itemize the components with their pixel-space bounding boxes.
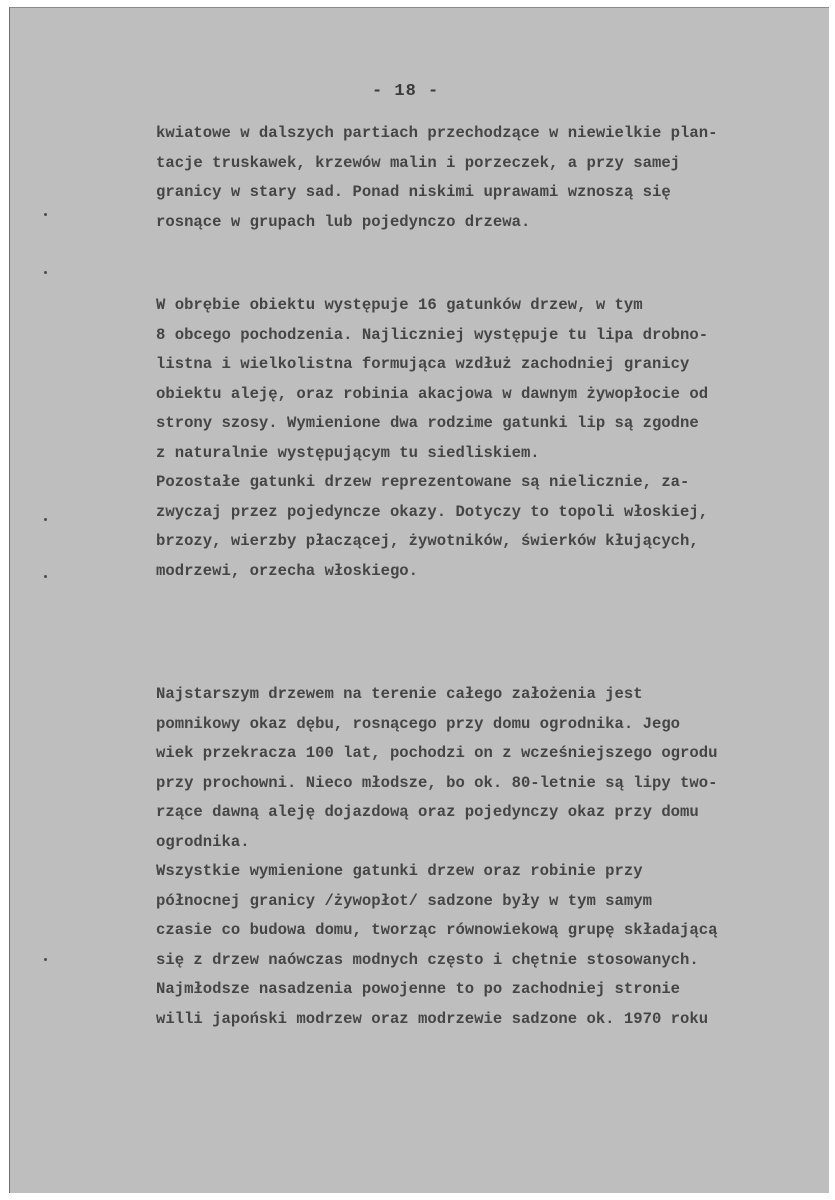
text-line: Najstarszym drzewem na terenie całego założenia jest	[156, 685, 643, 703]
page-number: - 18 -	[372, 82, 440, 101]
text-line: wiek przekracza 100 lat, pochodzi on z wcześniejszego ogrodu	[156, 744, 718, 762]
text-line: rzące dawną aleję dojazdową oraz pojedynczy okaz przy domu	[156, 803, 699, 821]
text-line: ogrodnika.	[156, 832, 250, 851]
text-line: brzozy, wierzby płaczącej, żywotników, świerków kłujących,	[156, 532, 699, 550]
text-line: Pozostałe gatunki drzew reprezentowane są nielicznie, za-	[156, 473, 690, 491]
text-line: Najmłodsze nasadzenia powojenne to po zachodniej stronie	[156, 980, 681, 998]
margin-mark	[44, 518, 47, 521]
text-line: z naturalnie występującym tu siedliskiem.	[156, 443, 540, 462]
paragraph-2	[156, 291, 806, 586]
text-line: willi japoński modrzew oraz modrzewie sadzone ok. 1970 roku	[156, 1009, 709, 1028]
text-line: listna i wielkolistna formująca wzdłuż zachodniej granicy	[156, 355, 690, 373]
text-line: Wszystkie wymienione gatunki drzew oraz robinie przy	[156, 862, 643, 880]
text-line: pomnikowy okaz dębu, rosnącego przy domu ogrodnika. Jego	[156, 714, 681, 733]
text-line: zwyczaj przez pojedyncze okazy. Dotyczy to topoli włoskiej,	[156, 502, 709, 521]
text-line: się z drzew naówczas modnych często i chętnie stosowanych.	[156, 950, 699, 969]
paragraph-1	[156, 119, 806, 237]
text-line: obiektu aleję, oraz robinia akacjowa w dawnym żywopłocie od	[156, 384, 709, 403]
text-line: czasie co budowa domu, tworząc równowiekową grupę składającą	[156, 921, 718, 939]
text-line: kwiatowe w dalszych partiach przechodzące w niewielkie plan-	[156, 124, 718, 142]
text-line: tacje truskawek, krzewów malin i porzeczek, a przy samej	[156, 153, 681, 172]
text-line: modrzewi, orzecha włoskiego.	[156, 561, 419, 580]
text-line: przy prochowni. Nieco młodsze, bo ok. 80-letnie są lipy two-	[156, 773, 718, 792]
text-line: W obrębie obiektu występuje 16 gatunków drzew, w tym	[156, 296, 643, 314]
text-line: strony szosy. Wymienione dwa rodzime gatunki lip są zgodne	[156, 414, 699, 432]
text-line: północnej granicy /żywopłot/ sadzone były w tym samym	[156, 891, 652, 910]
margin-mark	[44, 575, 47, 578]
document-page	[9, 7, 829, 1193]
margin-mark	[44, 271, 47, 274]
paragraph-3	[156, 680, 806, 1034]
margin-mark	[44, 213, 47, 216]
text-line: rosnące w grupach lub pojedynczo drzewa.	[156, 212, 531, 231]
margin-mark	[44, 958, 47, 961]
text-line: granicy w stary sad. Ponad niskimi uprawami wznoszą się	[156, 183, 671, 201]
text-line: 8 obcego pochodzenia. Najliczniej występuje tu lipa drobno-	[156, 325, 709, 344]
